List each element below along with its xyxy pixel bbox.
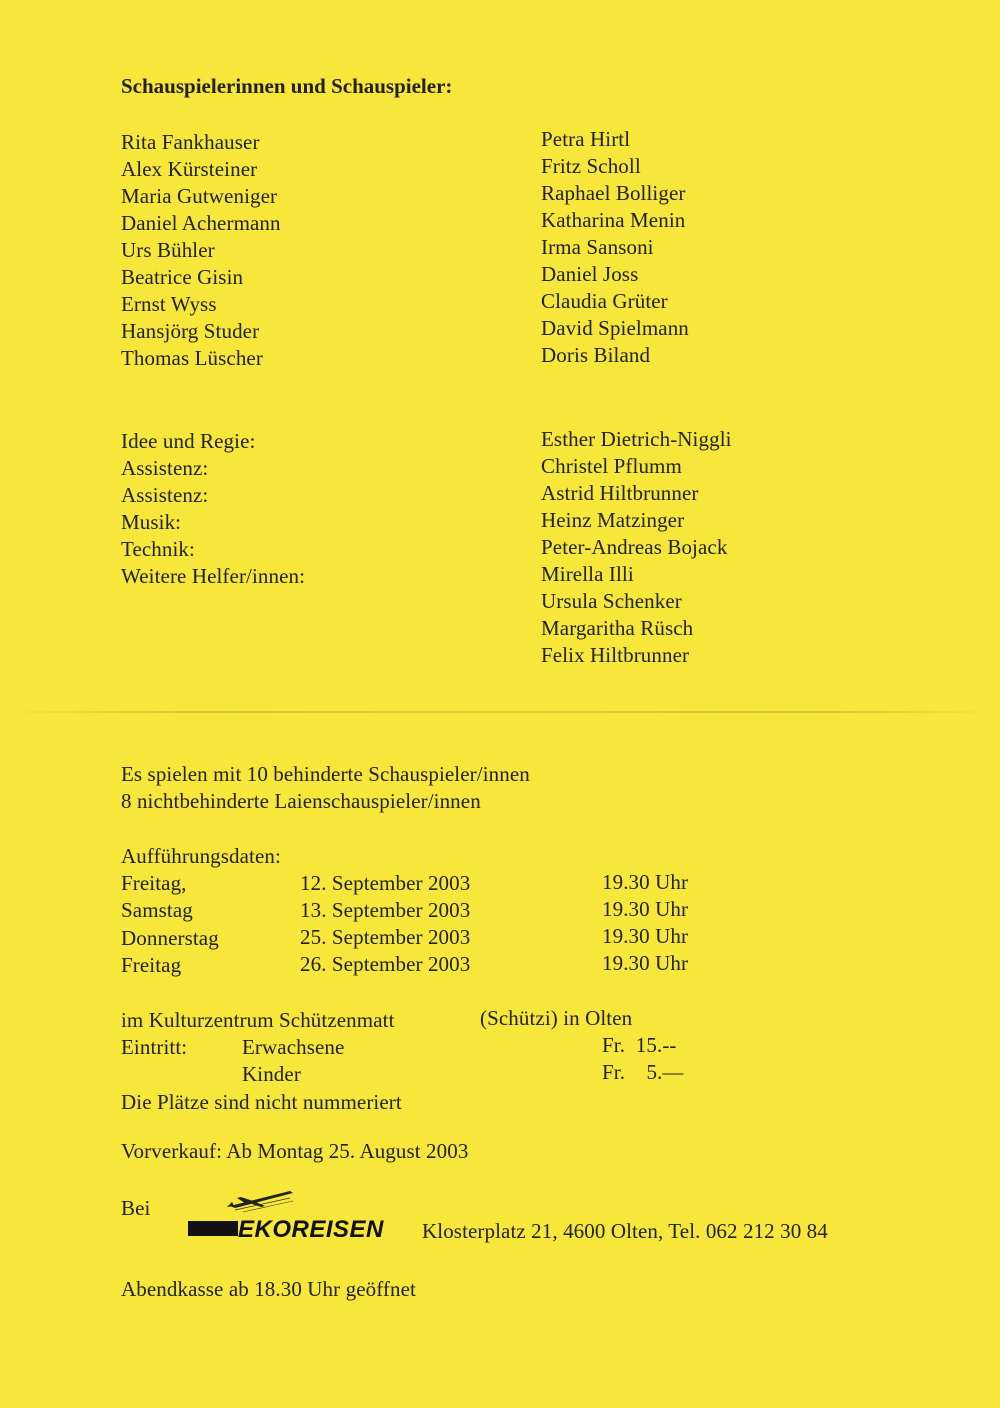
kids-price: Fr. 5.— bbox=[602, 1060, 684, 1084]
crew-role: Idee und Regie: bbox=[121, 429, 256, 453]
crew-role: Musik: bbox=[121, 510, 182, 534]
box-office-note: Abendkasse ab 18.30 Uhr geöffnet bbox=[121, 1277, 416, 1301]
crew-role: Assistenz: bbox=[121, 456, 209, 480]
date-date: 12. September 2003 bbox=[300, 871, 471, 895]
cast-name: Katharina Menin bbox=[541, 208, 686, 232]
cast-name: Maria Gutweniger bbox=[121, 184, 278, 208]
entry-label: Eintritt: bbox=[121, 1035, 188, 1059]
crew-name: Peter-Andreas Bojack bbox=[541, 535, 728, 559]
date-day: Freitag bbox=[121, 953, 182, 977]
airplane-icon bbox=[227, 1191, 293, 1212]
ekoreisen-logo-text: EKOREISEN bbox=[238, 1216, 384, 1243]
date-day: Samstag bbox=[121, 898, 193, 922]
cast-left-column bbox=[121, 129, 281, 372]
adults-label: Erwachsene bbox=[242, 1035, 345, 1059]
date-date: 13. September 2003 bbox=[300, 898, 471, 922]
crew-name: Margaritha Rüsch bbox=[541, 616, 694, 640]
crew-name: Heinz Matzinger bbox=[541, 508, 685, 532]
crew-role: Weitere Helfer/innen: bbox=[121, 564, 306, 588]
kids-label: Kinder bbox=[242, 1062, 301, 1086]
info-line-1: Es spielen mit 10 behinderte Schauspieler/innen bbox=[121, 762, 530, 786]
date-time: 19.30 Uhr bbox=[602, 924, 689, 948]
date-day: Freitag, bbox=[121, 871, 187, 895]
date-date: 25. September 2003 bbox=[300, 925, 471, 949]
cast-name: Raphael Bolliger bbox=[541, 181, 686, 205]
crew-name: Esther Dietrich-Niggli bbox=[541, 427, 732, 451]
date-time: 19.30 Uhr bbox=[602, 951, 689, 975]
venue-place: im Kulturzentrum Schützenmatt bbox=[121, 1008, 395, 1032]
cast-name: Claudia Grüter bbox=[541, 289, 668, 313]
cast-name: Daniel Achermann bbox=[121, 211, 281, 235]
cast-name: Urs Bühler bbox=[121, 238, 215, 262]
crew-name: Astrid Hiltbrunner bbox=[541, 481, 699, 505]
crew-name: Ursula Schenker bbox=[541, 589, 682, 613]
presale-text: Vorverkauf: Ab Montag 25. August 2003 bbox=[121, 1139, 469, 1163]
cast-name: Ernst Wyss bbox=[121, 292, 217, 316]
cast-heading: Schauspielerinnen und Schauspieler: bbox=[121, 74, 453, 98]
dates-heading: Aufführungsdaten: bbox=[121, 844, 281, 868]
venue-place-suffix: (Schützi) in Olten bbox=[480, 1006, 633, 1030]
crew-name: Christel Pflumm bbox=[541, 454, 682, 478]
cast-name: Hansjörg Studer bbox=[121, 319, 260, 343]
cast-name: David Spielmann bbox=[541, 316, 689, 340]
crew-name: Mirella Illi bbox=[541, 562, 634, 586]
cast-right-column bbox=[541, 126, 689, 369]
info-line-2: 8 nichtbehinderte Laienschauspieler/innen bbox=[121, 789, 481, 813]
cast-name: Alex Kürsteiner bbox=[121, 157, 258, 181]
date-date: 26. September 2003 bbox=[300, 952, 471, 976]
cast-name: Daniel Joss bbox=[541, 262, 639, 286]
crew-role: Assistenz: bbox=[121, 483, 209, 507]
cast-name: Fritz Scholl bbox=[541, 154, 641, 178]
crew-name: Felix Hiltbrunner bbox=[541, 643, 690, 667]
cast-name: Petra Hirtl bbox=[541, 127, 631, 151]
logo-bar bbox=[188, 1221, 238, 1236]
cast-name: Doris Biland bbox=[541, 343, 651, 367]
cast-name: Beatrice Gisin bbox=[121, 265, 244, 289]
fold-line bbox=[0, 711, 1000, 713]
presale-address: Klosterplatz 21, 4600 Olten, Tel. 062 212 30 84 bbox=[422, 1219, 828, 1243]
date-time: 19.30 Uhr bbox=[602, 897, 689, 921]
date-day: Donnerstag bbox=[121, 926, 219, 950]
cast-name: Irma Sansoni bbox=[541, 235, 654, 259]
crew-role: Technik: bbox=[121, 537, 195, 561]
date-time: 19.30 Uhr bbox=[602, 870, 689, 894]
seating-note: Die Plätze sind nicht nummeriert bbox=[121, 1090, 402, 1114]
crew-roles-column bbox=[121, 428, 305, 590]
bei-label: Bei bbox=[121, 1196, 151, 1220]
cast-name: Thomas Lüscher bbox=[121, 346, 263, 370]
crew-names-column bbox=[541, 426, 732, 669]
cast-name: Rita Fankhauser bbox=[121, 130, 260, 154]
adults-price: Fr. 15.-- bbox=[602, 1033, 677, 1057]
